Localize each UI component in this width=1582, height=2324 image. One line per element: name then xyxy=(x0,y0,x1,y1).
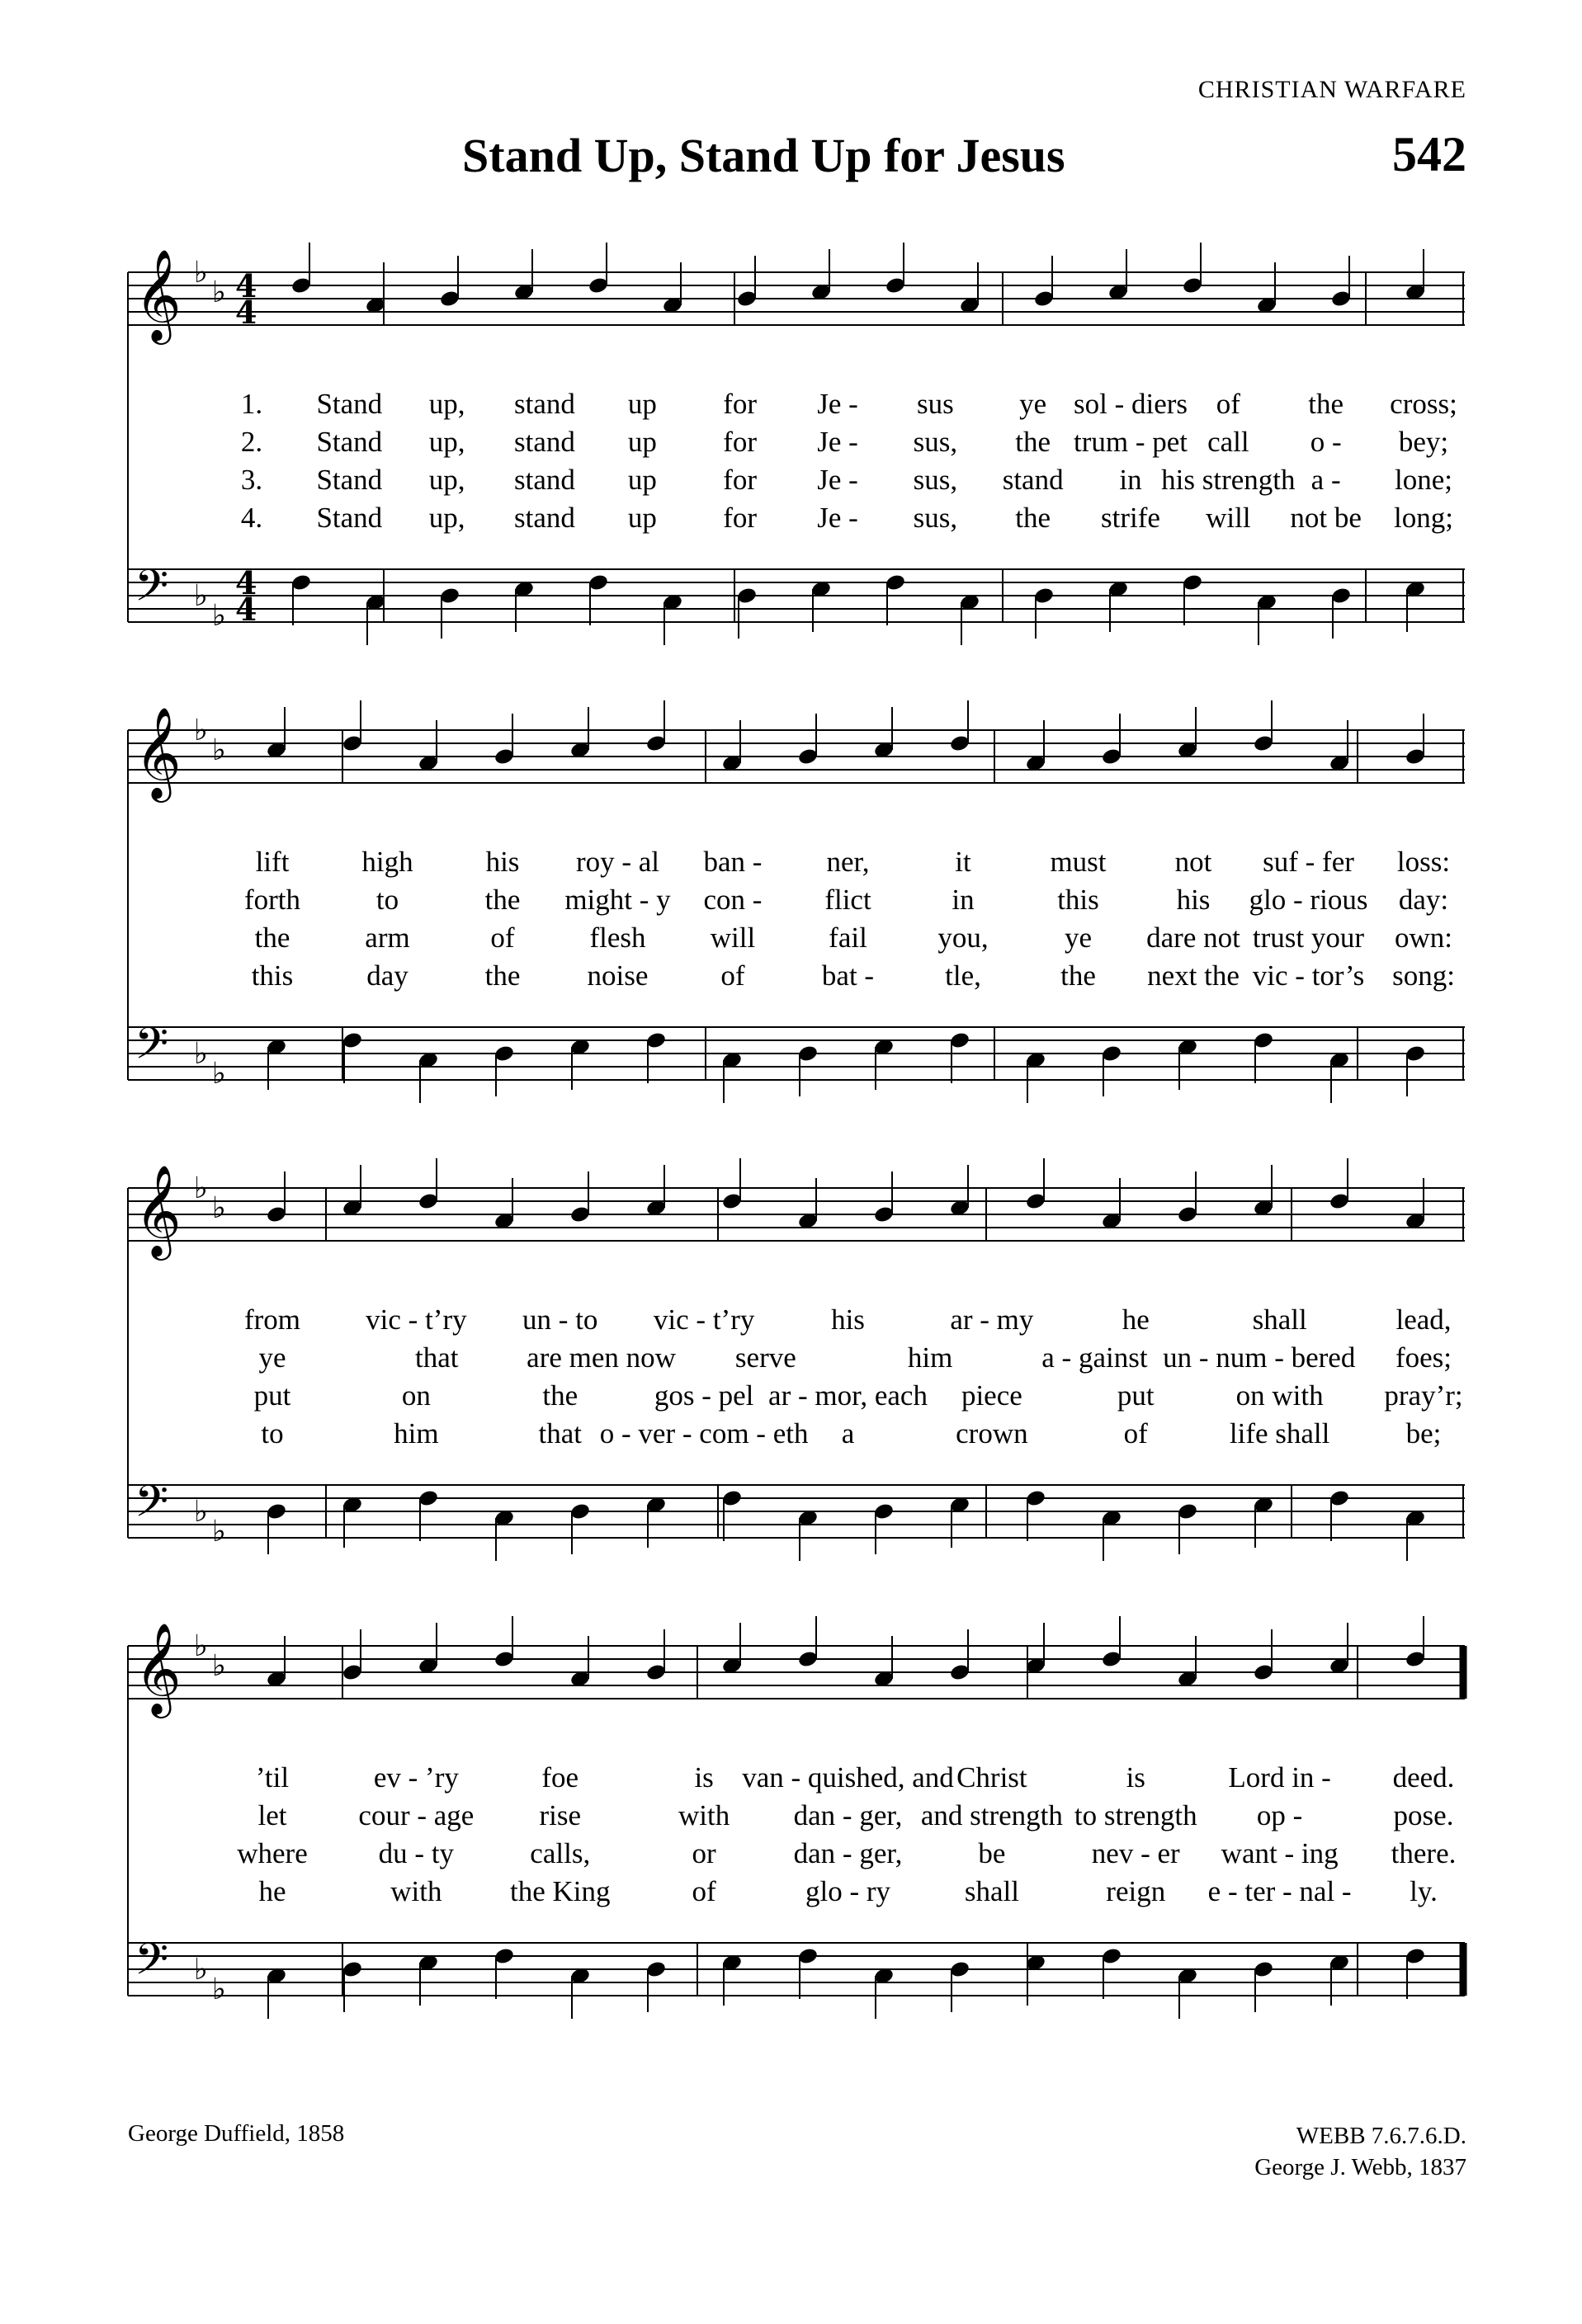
lyric-syllable: up, xyxy=(428,464,465,496)
lyric-syllable: op - xyxy=(1256,1799,1303,1831)
lyric-syllable: flict xyxy=(824,884,871,916)
lyric-syllable: on xyxy=(401,1379,431,1412)
lyric-syllable: are men now xyxy=(527,1341,676,1374)
lyric-syllable: or xyxy=(692,1837,716,1869)
lyric-syllable: tle, xyxy=(945,959,981,992)
lyric-syllable: Je - xyxy=(817,426,858,458)
lyric-syllable: sus, xyxy=(913,464,958,496)
flat-icon: ♭ xyxy=(212,733,226,767)
lyric-syllable: put xyxy=(253,1379,291,1412)
lyric-syllable: con - xyxy=(703,884,763,916)
flat-icon: ♭ xyxy=(212,1057,226,1091)
lyric-syllable: to xyxy=(261,1417,284,1450)
lyric-syllable: trust your xyxy=(1252,922,1365,954)
lyric-syllable: serve xyxy=(734,1341,796,1374)
lyric-syllable: must xyxy=(1050,846,1107,878)
flat-icon: ♭ xyxy=(194,714,208,747)
lyric-syllable: him xyxy=(394,1417,439,1450)
lyric-syllable: Stand xyxy=(316,388,383,420)
lyric-syllable: a - xyxy=(1310,464,1341,496)
lyric-syllable: that xyxy=(415,1341,459,1374)
lyric-syllable: the xyxy=(254,922,290,954)
lyric-syllable: ly. xyxy=(1410,1875,1438,1907)
lyric-syllable: ar - my xyxy=(950,1303,1034,1336)
lyric-syllable: long; xyxy=(1394,502,1453,534)
lyric-syllable: crown xyxy=(956,1417,1028,1450)
lyric-syllable: up, xyxy=(428,426,465,458)
lyric-syllable: fail xyxy=(829,922,867,954)
lyric-syllable: stand xyxy=(514,426,575,458)
lyric-line xyxy=(128,502,1465,540)
lyric-syllable: 2. xyxy=(240,426,263,458)
lyric-syllable: e - ter - nal - xyxy=(1207,1875,1352,1907)
lyric-syllable: of xyxy=(1216,388,1240,420)
treble-clef-icon: 𝄞 xyxy=(135,1164,182,1256)
lyric-syllable: that xyxy=(538,1417,582,1450)
lyric-syllable: flesh xyxy=(589,922,646,954)
lyric-syllable: day: xyxy=(1398,884,1449,916)
lyric-syllable: is xyxy=(694,1761,714,1794)
lyric-syllable: shall xyxy=(1252,1303,1307,1336)
lyric-syllable: vic - t’ry xyxy=(653,1303,755,1336)
lyric-syllable: of xyxy=(1123,1417,1148,1450)
lyric-syllable: is xyxy=(1126,1761,1145,1794)
lyric-syllable: up, xyxy=(428,502,465,534)
lyric-syllable: ye xyxy=(1064,922,1093,954)
lyric-syllable: Je - xyxy=(817,502,858,534)
flat-icon: ♭ xyxy=(194,1171,208,1205)
treble-clef-icon: 𝄞 xyxy=(135,1622,182,1714)
lyric-syllable: there. xyxy=(1391,1837,1457,1869)
lyric-syllable: where xyxy=(237,1837,308,1869)
lyric-syllable: Stand xyxy=(316,426,383,458)
flat-icon: ♭ xyxy=(194,1953,208,1987)
lyric-syllable: of xyxy=(720,959,745,992)
lyric-syllable: up xyxy=(627,502,657,534)
lyric-syllable: loss: xyxy=(1396,846,1451,878)
lyric-syllable: gos - pel xyxy=(654,1379,754,1412)
lyric-syllable: pray’r; xyxy=(1384,1379,1463,1412)
lyric-syllable: from xyxy=(243,1303,301,1336)
lyric-syllable: 3. xyxy=(240,464,263,496)
lyric-syllable: ’til xyxy=(255,1761,290,1794)
lyric-syllable: up, xyxy=(428,388,465,420)
lyric-syllable: pose. xyxy=(1393,1799,1454,1831)
lyric-syllable: glo - ry xyxy=(805,1875,891,1907)
lyric-syllable: foes; xyxy=(1395,1341,1452,1374)
lyric-syllable: in xyxy=(1119,464,1142,496)
lyric-syllable: sus, xyxy=(913,502,958,534)
lyric-syllable: for xyxy=(723,426,758,458)
lyric-syllable: dan - ger, xyxy=(793,1837,903,1869)
lyric-syllable: Je - xyxy=(817,464,858,496)
lyric-syllable: du - ty xyxy=(378,1837,455,1869)
lyric-syllable: nev - er xyxy=(1091,1837,1180,1869)
lyric-syllable: a xyxy=(841,1417,855,1450)
lyric-syllable: deed. xyxy=(1392,1761,1455,1794)
lyric-syllable: up xyxy=(627,388,657,420)
flat-icon: ♭ xyxy=(212,1191,226,1225)
lyric-line xyxy=(128,1341,1465,1379)
lyric-line xyxy=(128,846,1465,884)
lyric-syllable: lift xyxy=(255,846,290,878)
lyric-syllable: life shall xyxy=(1229,1417,1330,1450)
lyric-syllable: 1. xyxy=(240,388,263,420)
lyric-syllable: forth xyxy=(243,884,301,916)
composer-name: George J. Webb, 1837 xyxy=(1254,2154,1466,2180)
lyric-syllable: call xyxy=(1207,426,1249,458)
lyric-syllable: the xyxy=(1308,388,1344,420)
lyric-syllable: cross; xyxy=(1390,388,1457,420)
lyric-syllable: ar - mor, each xyxy=(768,1379,928,1412)
lyric-syllable: high xyxy=(361,846,413,878)
lyric-syllable: he xyxy=(1122,1303,1150,1336)
lyric-syllable: vic - t’ry xyxy=(366,1303,467,1336)
lyric-syllable: and strength xyxy=(920,1799,1063,1831)
flat-icon: ♭ xyxy=(194,1495,208,1529)
bass-clef-icon: 𝄢 xyxy=(135,561,169,622)
lyric-syllable: want - ing xyxy=(1221,1837,1339,1869)
lyric-syllable: the xyxy=(1060,959,1096,992)
lyric-syllable: the xyxy=(1015,426,1051,458)
lyric-syllable: be xyxy=(978,1837,1006,1869)
lyric-syllable: lead, xyxy=(1395,1303,1452,1336)
flat-icon: ♭ xyxy=(212,276,226,309)
lyric-syllable: Lord in - xyxy=(1228,1761,1331,1794)
lyric-syllable: for xyxy=(723,388,758,420)
lyric-syllable: Je - xyxy=(817,388,858,420)
lyric-syllable: his xyxy=(831,1303,865,1336)
lyric-syllable: day xyxy=(366,959,408,992)
lyric-syllable: this xyxy=(251,959,294,992)
lyric-syllable: be; xyxy=(1405,1417,1442,1450)
lyric-syllable: his strength xyxy=(1161,464,1296,496)
lyric-syllable: the xyxy=(484,884,521,916)
lyric-syllable: ye xyxy=(1019,388,1047,420)
lyric-syllable: song: xyxy=(1392,959,1455,992)
lyric-syllable: ev - ’ry xyxy=(373,1761,459,1794)
lyric-syllable: up xyxy=(627,426,657,458)
lyric-syllable: noise xyxy=(587,959,649,992)
music-system-4 xyxy=(128,1613,1465,2058)
music-system-1 xyxy=(128,239,1465,685)
lyric-syllable: 4. xyxy=(240,502,263,534)
flat-icon: ♭ xyxy=(194,1629,208,1663)
lyric-line xyxy=(128,884,1465,922)
lyric-syllable: put xyxy=(1117,1379,1155,1412)
music-system-3 xyxy=(128,1155,1465,1600)
lyric-line xyxy=(128,464,1465,502)
flat-icon: ♭ xyxy=(194,579,208,613)
lyric-line xyxy=(128,1379,1465,1417)
flat-icon: ♭ xyxy=(212,1973,226,2006)
lyric-syllable: stand xyxy=(514,502,575,534)
lyric-syllable: sol - diers xyxy=(1073,388,1188,420)
lyric-line xyxy=(128,1417,1465,1455)
lyric-syllable: of xyxy=(490,922,515,954)
lyric-syllable: lone; xyxy=(1395,464,1452,496)
time-signature-icon: 4 xyxy=(235,267,257,304)
author-credit: George Duffield, 1858 xyxy=(128,2120,345,2147)
lyric-line xyxy=(128,1837,1465,1875)
lyric-line xyxy=(128,922,1465,959)
category-label: CHRISTIAN WARFARE xyxy=(1197,76,1466,103)
lyric-syllable: dan - ger, xyxy=(793,1799,903,1831)
lyric-syllable: next the xyxy=(1147,959,1240,992)
lyric-syllable: own: xyxy=(1395,922,1452,954)
lyric-syllable: Christ xyxy=(956,1761,1027,1794)
lyric-syllable: cour - age xyxy=(358,1799,475,1831)
lyric-syllable: reign xyxy=(1106,1875,1166,1907)
lyric-syllable: o - ver - com - eth xyxy=(599,1417,809,1450)
lyric-syllable: arm xyxy=(365,922,410,954)
lyric-syllable: will xyxy=(1206,502,1251,534)
lyric-syllable: this xyxy=(1057,884,1099,916)
lyric-syllable: on with xyxy=(1235,1379,1324,1412)
lyric-syllable: in xyxy=(952,884,975,916)
treble-clef-icon: 𝄞 xyxy=(135,248,182,341)
lyric-syllable: for xyxy=(723,464,758,496)
lyric-syllable: vic - tor’s xyxy=(1252,959,1365,992)
lyric-syllable: sus, xyxy=(913,426,958,458)
lyric-syllable: let xyxy=(257,1799,287,1831)
lyric-syllable: a - gainst xyxy=(1041,1341,1148,1374)
lyric-syllable: of xyxy=(692,1875,716,1907)
lyric-syllable: roy - al xyxy=(575,846,660,878)
lyric-syllable: o - xyxy=(1310,426,1342,458)
treble-clef-icon: 𝄞 xyxy=(135,706,182,799)
flat-icon: ♭ xyxy=(194,1037,208,1071)
lyric-syllable: not be xyxy=(1290,502,1362,534)
lyric-syllable: it xyxy=(955,846,971,878)
lyric-syllable: calls, xyxy=(530,1837,591,1869)
lyric-syllable: he xyxy=(258,1875,286,1907)
lyric-syllable: the xyxy=(542,1379,578,1412)
flat-icon: ♭ xyxy=(194,256,208,290)
lyric-line xyxy=(128,1761,1465,1799)
lyric-line xyxy=(128,1303,1465,1341)
music-system-2 xyxy=(128,697,1465,1143)
lyric-syllable: piece xyxy=(961,1379,1022,1412)
lyric-syllable: bey; xyxy=(1398,426,1449,458)
lyric-syllable: up xyxy=(627,464,657,496)
flat-icon: ♭ xyxy=(212,599,226,633)
lyric-syllable: might - y xyxy=(564,884,671,916)
hymn-number: 542 xyxy=(1392,127,1466,181)
lyric-syllable: with xyxy=(390,1875,442,1907)
lyric-syllable: him xyxy=(907,1341,953,1374)
lyric-syllable: strife xyxy=(1101,502,1160,534)
lyric-syllable: rise xyxy=(539,1799,582,1831)
lyric-syllable: ye xyxy=(258,1341,286,1374)
lyric-syllable: ban - xyxy=(703,846,763,878)
tune-credit xyxy=(1254,2120,1466,2183)
lyric-syllable: un - to xyxy=(522,1303,598,1336)
lyric-syllable: to strength xyxy=(1074,1799,1197,1831)
lyric-syllable: Stand xyxy=(316,464,383,496)
lyric-line xyxy=(128,426,1465,464)
lyric-syllable: the xyxy=(1015,502,1051,534)
lyric-syllable: foe xyxy=(541,1761,579,1794)
lyric-syllable: sus xyxy=(916,388,954,420)
lyric-syllable: un - num - bered xyxy=(1163,1341,1356,1374)
tune-name: WEBB 7.6.7.6.D. xyxy=(1296,2123,1466,2149)
flat-icon: ♭ xyxy=(212,1649,226,1683)
lyric-line xyxy=(128,959,1465,997)
lyric-syllable: with xyxy=(678,1799,730,1831)
time-signature-icon: 4 xyxy=(235,564,257,601)
lyric-syllable: to xyxy=(375,884,399,916)
lyric-syllable: suf - fer xyxy=(1263,846,1354,878)
bass-clef-icon: 𝄢 xyxy=(135,1477,169,1538)
lyric-syllable: the xyxy=(484,959,521,992)
lyric-syllable: stand xyxy=(514,388,575,420)
lyric-syllable: van - quished, and xyxy=(742,1761,954,1794)
lyric-syllable: his xyxy=(1176,884,1211,916)
time-signature-icon: 4 xyxy=(235,591,257,628)
lyric-syllable: bat - xyxy=(821,959,875,992)
lyric-syllable: his xyxy=(485,846,520,878)
lyric-syllable: dare not xyxy=(1146,922,1240,954)
lyric-syllable: Stand xyxy=(316,502,383,534)
lyric-syllable: stand xyxy=(1002,464,1064,496)
lyric-line xyxy=(128,1799,1465,1837)
hymn-title: Stand Up, Stand Up for Jesus xyxy=(462,129,1065,182)
lyric-syllable: the King xyxy=(509,1875,611,1907)
time-signature-icon: 4 xyxy=(235,294,257,331)
lyric-syllable: trum - pet xyxy=(1073,426,1188,458)
lyric-syllable: you, xyxy=(937,922,989,954)
bass-clef-icon: 𝄢 xyxy=(135,1935,169,1996)
lyric-line xyxy=(128,1875,1465,1913)
lyric-syllable: stand xyxy=(514,464,575,496)
lyric-syllable: will xyxy=(710,922,756,954)
lyric-syllable: not xyxy=(1174,846,1212,878)
lyric-syllable: glo - rious xyxy=(1249,884,1368,916)
lyric-syllable: for xyxy=(723,502,758,534)
lyric-syllable: ner, xyxy=(826,846,870,878)
bass-clef-icon: 𝄢 xyxy=(135,1019,169,1080)
lyric-line xyxy=(128,388,1465,426)
lyric-syllable: shall xyxy=(964,1875,1019,1907)
flat-icon: ♭ xyxy=(212,1515,226,1549)
